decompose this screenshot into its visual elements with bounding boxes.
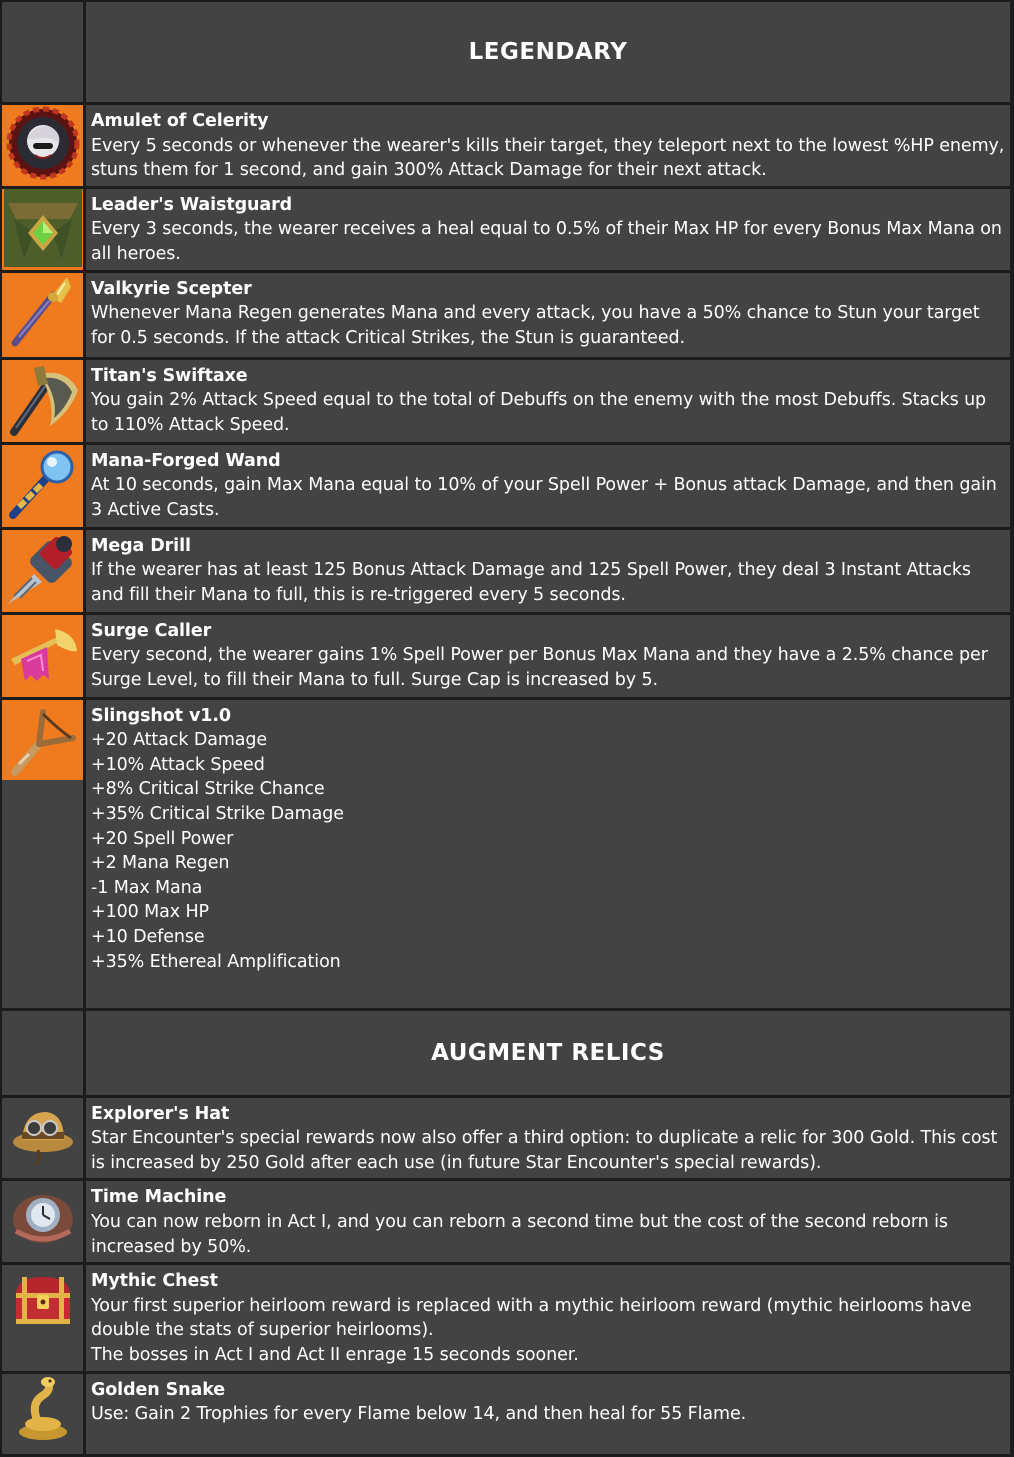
item-cell: [86, 1098, 1010, 1179]
item-icon-cell: [2, 360, 83, 442]
amulet-icon: [2, 105, 83, 181]
item-name: Mana-Forged Wand: [91, 450, 281, 471]
item-name: Explorer's Hat: [91, 1103, 230, 1124]
slingshot-icon: [2, 700, 83, 780]
item-name: Golden Snake: [91, 1379, 226, 1400]
item-description: Every 3 seconds, the wearer receives a heal equal to 0.5% of their Max HP for every Bonus Max Mana on all heroes.: [91, 219, 1002, 264]
section-header-row: [2, 1011, 1010, 1095]
item-icon-cell: [2, 189, 83, 270]
item-name: Mythic Chest: [91, 1271, 218, 1292]
item-icon-cell: [2, 1098, 83, 1179]
axe-icon: [2, 360, 83, 438]
stat-line: +8% Critical Strike Chance: [91, 779, 325, 800]
item-row: [2, 273, 1010, 357]
item-description: If the wearer has at least 125 Bonus Attack Damage and 125 Spell Power, they deal 3 Instant Attacks and fill their Mana to full, this is re-triggered every 5 seconds.: [91, 560, 971, 605]
stat-line: -1 Max Mana: [91, 877, 203, 898]
item-description: At 10 seconds, gain Max Mana equal to 10% of your Spell Power + Bonus attack Damage, and then gain 3 Active Casts.: [91, 475, 997, 520]
item-name: Leader's Waistguard: [91, 194, 293, 215]
hat-icon: [2, 1098, 83, 1168]
stat-line: +10% Attack Speed: [91, 754, 265, 775]
horn-icon: [2, 615, 83, 691]
item-row: [2, 615, 1010, 697]
item-icon-cell: [2, 1181, 83, 1262]
scepter-icon: [2, 273, 83, 349]
item-description-extra: The bosses in Act I and Act II enrage 15 seconds sooner.: [91, 1344, 579, 1365]
item-icon-cell: [2, 445, 83, 527]
item-name: Valkyrie Scepter: [91, 278, 252, 299]
item-cell: [86, 1374, 1010, 1454]
item-cell: [86, 530, 1010, 612]
item-icon-cell: [2, 105, 83, 186]
item-description: Use: Gain 2 Trophies for every Flame below 14, and then heal for 55 Flame.: [91, 1404, 747, 1425]
item-row: [2, 1098, 1010, 1179]
item-name: Amulet of Celerity: [91, 111, 269, 131]
item-cell: [86, 360, 1010, 442]
item-name: Time Machine: [91, 1187, 227, 1208]
time-machine-icon: [2, 1181, 83, 1251]
item-row: [2, 360, 1010, 442]
item-icon-cell: [2, 1265, 83, 1370]
stat-line: +100 Max HP: [91, 902, 209, 923]
item-icon-cell: [2, 1374, 83, 1454]
item-row: [2, 105, 1010, 186]
waistguard-icon: [2, 189, 83, 267]
item-icon-cell: [2, 273, 83, 357]
stat-line: +2 Mana Regen: [91, 853, 230, 874]
item-row: [2, 189, 1010, 270]
item-cell: [86, 1181, 1010, 1262]
item-cell: [86, 273, 1010, 357]
stat-line: +35% Critical Strike Damage: [91, 803, 344, 824]
item-icon-cell: [2, 700, 83, 1008]
item-description: Every 5 seconds or whenever the wearer's kills their target, they teleport next to the lowest %HP enemy, stuns them for 1 second, and gain 300% Attack Damage for their next attack.: [91, 135, 1005, 181]
item-row: [2, 445, 1010, 527]
item-row: [2, 530, 1010, 612]
stat-line: +10 Defense: [91, 926, 205, 947]
item-description: Every second, the wearer gains 1% Spell Power per Bonus Max Mana and they have a 2.5% chance per Surge Level, to fill their Mana to full. Surge Cap is increased by 5.: [91, 645, 988, 690]
item-description: Whenever Mana Regen generates Mana and every attack, you have a 50% chance to Stun your target for 0.5 seconds. If the attack Critical Strikes, the Stun is guaranteed.: [91, 303, 980, 348]
item-cell: [86, 189, 1010, 270]
item-cell: [86, 105, 1010, 186]
chest-icon: [2, 1265, 83, 1335]
section-title-legendary: LEGENDARY: [86, 2, 1010, 102]
item-cell: [86, 1265, 1010, 1370]
header-icon-cell: [2, 2, 83, 102]
item-name: Titan's Swiftaxe: [91, 365, 248, 386]
section-title-augment: AUGMENT RELICS: [86, 1011, 1010, 1095]
item-cell: [86, 700, 1010, 1008]
snake-icon: [2, 1374, 83, 1444]
item-name: Slingshot v1.0: [91, 705, 231, 726]
header-icon-cell: [2, 1011, 83, 1095]
item-row: [2, 1181, 1010, 1262]
item-icon-cell: [2, 530, 83, 612]
item-description: You can now reborn in Act I, and you can reborn a second time but the cost of the second reborn is increased by 50%.: [91, 1211, 948, 1257]
item-icon-cell: [2, 615, 83, 697]
item-row: [2, 1265, 1010, 1370]
item-description: Star Encounter's special rewards now also offer a third option: to duplicate a relic for 300 Gold. This cost is increased by 250 Gold after each use (in future Star Encounter's special rewards).: [91, 1128, 998, 1173]
wand-icon: [2, 445, 83, 521]
stat-line: +20 Attack Damage: [91, 730, 268, 751]
item-name: Mega Drill: [91, 535, 191, 556]
drill-icon: [2, 530, 83, 608]
stat-line: +35% Ethereal Amplification: [91, 951, 341, 972]
item-row: [2, 700, 1010, 1008]
item-description: Your first superior heirloom reward is replaced with a mythic heirloom reward (mythic heirlooms have double the stats of superior heirlooms).: [91, 1295, 972, 1341]
section-header-row: [2, 2, 1010, 102]
stat-line: +20 Spell Power: [91, 828, 234, 849]
item-cell: [86, 615, 1010, 697]
item-name: Surge Caller: [91, 620, 212, 641]
item-cell: [86, 445, 1010, 527]
item-description: You gain 2% Attack Speed equal to the total of Debuffs on the enemy with the most Debuffs. Stacks up to 110% Attack Speed.: [91, 390, 987, 435]
item-row: [2, 1374, 1010, 1454]
